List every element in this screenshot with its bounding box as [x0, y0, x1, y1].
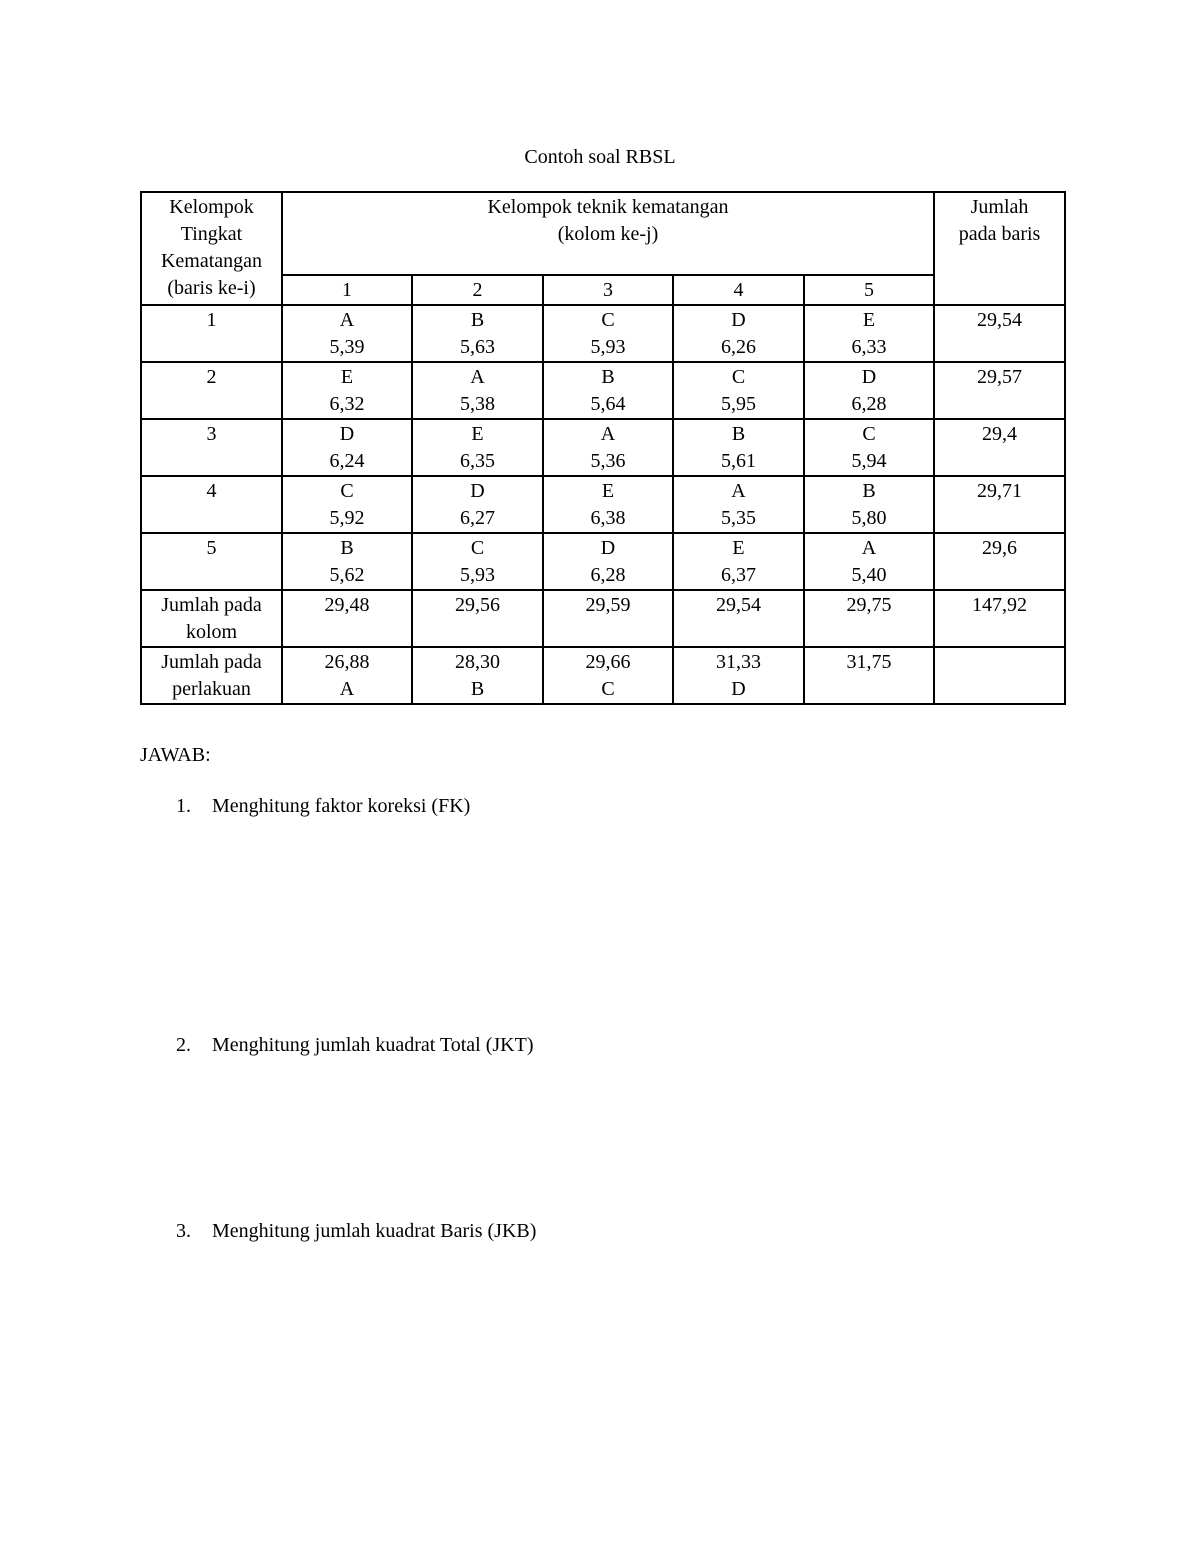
treatment-letter: C — [470, 537, 485, 559]
observation-cell — [282, 419, 412, 476]
treatment-letter: E — [340, 366, 354, 388]
observation-cell — [673, 362, 804, 419]
observation-cell — [804, 476, 934, 533]
treatment-letter: B — [470, 309, 485, 331]
observation-value: 5,35 — [721, 507, 756, 529]
table-row — [141, 419, 1065, 476]
treatment-letter: B — [731, 423, 746, 445]
column-number: 2 — [412, 275, 543, 305]
row-number: 1 — [141, 305, 282, 362]
treatment-totals-row — [141, 647, 1065, 704]
column-totals-row — [141, 590, 1065, 647]
column-number: 1 — [282, 275, 412, 305]
observation-cell — [412, 362, 543, 419]
observation-cell — [543, 419, 673, 476]
observation-value: 6,35 — [460, 450, 495, 472]
observation-value: 5,95 — [721, 393, 756, 415]
treatment-letter: C — [862, 423, 876, 445]
answer-step — [176, 1218, 536, 1244]
observation-cell — [543, 305, 673, 362]
observation-cell — [282, 476, 412, 533]
observation-value: 6,28 — [590, 564, 626, 586]
observation-cell — [412, 476, 543, 533]
treatment-letter: D — [731, 309, 746, 331]
treatment-letter: B — [601, 366, 615, 388]
observation-cell — [282, 533, 412, 590]
table-row — [141, 362, 1065, 419]
treatment-letter: A — [731, 480, 746, 502]
treatment-letter: B — [340, 537, 354, 559]
row-total: 29,4 — [934, 419, 1065, 476]
treatment-letter: D — [861, 366, 877, 388]
table-row — [141, 533, 1065, 590]
treatment-letter: A — [600, 423, 616, 445]
observation-value: 6,26 — [721, 336, 756, 358]
row-total-header: Jumlah pada baris — [934, 192, 1065, 305]
row-total: 29,54 — [934, 305, 1065, 362]
column-total: 29,54 — [673, 590, 804, 647]
treatment-letter: E — [471, 423, 484, 445]
observation-value: 6,28 — [851, 393, 887, 415]
row-number: 5 — [141, 533, 282, 590]
column-total: 29,56 — [412, 590, 543, 647]
column-totals-label: Jumlah pada kolom — [141, 590, 282, 647]
row-number: 3 — [141, 419, 282, 476]
observation-value: 6,27 — [460, 507, 495, 529]
observation-cell — [543, 362, 673, 419]
observation-cell — [412, 305, 543, 362]
step-number: 3. — [176, 1220, 191, 1242]
observation-cell — [673, 419, 804, 476]
observation-value: 5,63 — [460, 336, 495, 358]
observation-value: 6,38 — [590, 507, 626, 529]
table-row — [141, 476, 1065, 533]
observation-cell — [673, 305, 804, 362]
column-total: 29,59 — [543, 590, 673, 647]
observation-value: 5,39 — [329, 336, 365, 358]
rbsl-table — [140, 191, 1066, 705]
table-header-row — [141, 192, 1065, 275]
observation-value: 5,92 — [329, 507, 365, 529]
row-total: 29,57 — [934, 362, 1065, 419]
observation-cell — [282, 305, 412, 362]
step-number: 2. — [176, 1034, 191, 1056]
treatment-letter: A — [339, 309, 355, 331]
treatment-letter: E — [862, 309, 876, 331]
column-number: 3 — [543, 275, 673, 305]
observation-value: 6,24 — [329, 450, 365, 472]
observation-value: 5,38 — [460, 393, 495, 415]
empty-cell — [934, 647, 1065, 704]
observation-cell — [412, 419, 543, 476]
table-row — [141, 305, 1065, 362]
observation-value: 6,32 — [329, 393, 365, 415]
observation-value: 5,62 — [329, 564, 365, 586]
row-total: 29,6 — [934, 533, 1065, 590]
treatment-letter: B — [862, 480, 876, 502]
answer-step — [176, 793, 470, 819]
grand-total: 147,92 — [934, 590, 1065, 647]
observation-value: 6,33 — [851, 336, 887, 358]
column-number: 5 — [804, 275, 934, 305]
row-total: 29,71 — [934, 476, 1065, 533]
answer-step — [176, 1032, 534, 1058]
treatment-letter: E — [601, 480, 615, 502]
treatment-letter: D — [470, 480, 485, 502]
observation-cell — [804, 362, 934, 419]
row-number: 4 — [141, 476, 282, 533]
observation-value: 5,40 — [851, 564, 887, 586]
observation-cell — [412, 533, 543, 590]
observation-value: 5,93 — [460, 564, 495, 586]
observation-cell — [673, 476, 804, 533]
step-text: Menghitung jumlah kuadrat Baris (JKB) — [212, 1220, 537, 1242]
treatment-total: 31,33 D — [673, 647, 804, 704]
column-group-header: Kelompok teknik kematangan (kolom ke-j) — [282, 192, 934, 275]
treatment-total: 28,30 B — [412, 647, 543, 704]
treatment-letter: D — [600, 537, 616, 559]
treatment-letter: C — [340, 480, 354, 502]
treatment-letter: D — [339, 423, 355, 445]
observation-cell — [543, 476, 673, 533]
observation-value: 5,64 — [590, 393, 626, 415]
treatment-letter: A — [470, 366, 485, 388]
treatment-letter: C — [601, 309, 615, 331]
column-total: 29,48 — [282, 590, 412, 647]
observation-value: 5,94 — [851, 450, 887, 472]
treatment-letter: A — [861, 537, 877, 559]
answer-heading: JAWAB: — [140, 744, 211, 766]
observation-cell — [804, 533, 934, 590]
observation-cell — [804, 305, 934, 362]
observation-value: 5,80 — [851, 507, 887, 529]
row-group-header: Kelompok Tingkat Kematangan (baris ke-i) — [141, 192, 282, 305]
observation-cell — [282, 362, 412, 419]
observation-value: 5,36 — [590, 450, 626, 472]
treatment-total: 29,66 C — [543, 647, 673, 704]
observation-cell — [804, 419, 934, 476]
row-number: 2 — [141, 362, 282, 419]
observation-cell — [543, 533, 673, 590]
treatment-total: 26,88 A — [282, 647, 412, 704]
page-title: Contoh soal RBSL — [524, 146, 676, 168]
observation-value: 5,61 — [721, 450, 756, 472]
step-text: Menghitung jumlah kuadrat Total (JKT) — [212, 1034, 534, 1056]
treatment-letter: E — [732, 537, 745, 559]
treatment-letter: C — [731, 366, 746, 388]
step-number: 1. — [176, 795, 191, 817]
column-number: 4 — [673, 275, 804, 305]
observation-value: 5,93 — [590, 336, 626, 358]
observation-cell — [673, 533, 804, 590]
treatment-total: 31,75 — [804, 647, 934, 704]
treatment-totals-label: Jumlah pada perlakuan — [141, 647, 282, 704]
column-total: 29,75 — [804, 590, 934, 647]
observation-value: 6,37 — [721, 564, 756, 586]
step-text: Menghitung faktor koreksi (FK) — [212, 795, 471, 817]
